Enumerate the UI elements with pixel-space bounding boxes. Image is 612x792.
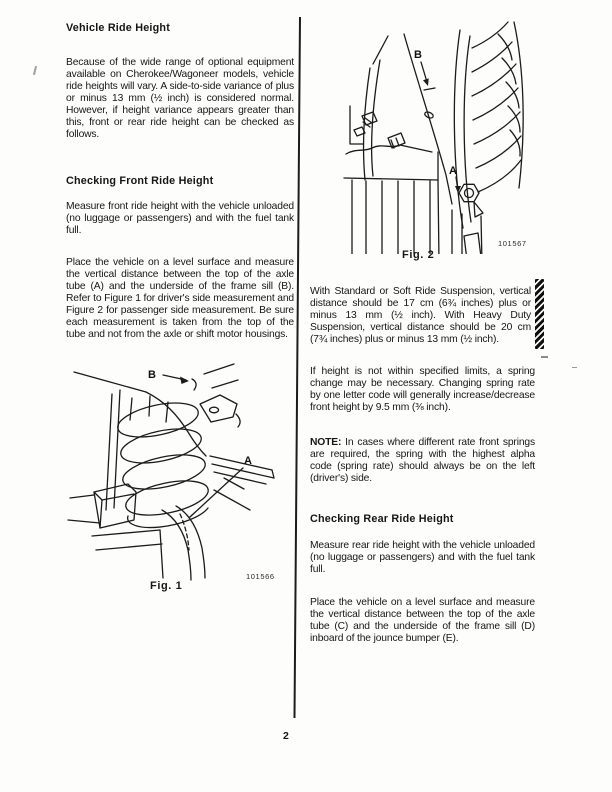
scan-artifact bbox=[33, 66, 37, 75]
paragraph-front-measure: Measure front ride height with the vehicle unloaded (no luggage or passengers) and with the fuel tank full. bbox=[66, 201, 294, 236]
figure-1-ref-number: 101566 bbox=[246, 572, 275, 581]
paragraph-spring-change: If height is not within specified limits, a spring change may be necessary. Changing spring rate by one letter code will generally increase/decrease front height by 9.5 mm (⅜ inch). bbox=[310, 366, 535, 413]
figure-1-label-b: B bbox=[148, 369, 156, 381]
figure-2-drawing bbox=[340, 12, 572, 254]
figure-2 bbox=[340, 12, 572, 264]
figure-2-label-a: A bbox=[449, 165, 457, 177]
figure-2-ref-number: 101567 bbox=[498, 239, 527, 248]
section-heading-vehicle-ride-height: Vehicle Ride Height bbox=[66, 22, 170, 34]
figure-1-caption: Fig. 1 bbox=[150, 580, 183, 592]
column-divider bbox=[293, 17, 300, 718]
paragraph-front-procedure: Place the vehicle on a level surface and measure the vertical distance between the top of the axle tube (A) and the underside of the frame sill (B). Refer to Figure 1 for driver's side measurement and Figure 2 for passenger side measurement. Be sure each measurement is taken from the top of the tube and not from the axle or shift motor housings. bbox=[66, 257, 294, 340]
note-label: NOTE: bbox=[310, 437, 342, 448]
figure-2-caption: Fig. 2 bbox=[402, 249, 435, 261]
figure-1-drawing bbox=[62, 358, 294, 582]
figure-2-label-b: B bbox=[414, 49, 422, 61]
paragraph-rear-procedure: Place the vehicle on a level surface and measure the vertical distance between the top of the axle tube (C) and the underside of the frame sill (D) inboard of the jounce bumper (E). bbox=[310, 597, 535, 644]
figure-1-label-a: A bbox=[244, 455, 252, 467]
section-heading-checking-rear-ride-height: Checking Rear Ride Height bbox=[310, 513, 454, 525]
scan-artifact bbox=[572, 367, 577, 368]
revision-change-bar bbox=[535, 279, 544, 349]
figure-1 bbox=[62, 358, 294, 590]
page-number: 2 bbox=[283, 730, 289, 742]
note-text: In cases where different rate front springs are required, the spring with the highest alpha code (spring rate) should always be on the left (driver's) side. bbox=[310, 437, 535, 484]
paragraph-note bbox=[310, 437, 535, 485]
paragraph-intro: Because of the wide range of optional equipment available on Cherokee/Wagoneer models, vehicle ride heights will vary. A side-to-side variance of plus or minus 13 mm (½ inch) is considered normal. However, if height variance appears greater than this, front or rear ride height can be checked as follows. bbox=[66, 57, 294, 140]
scan-artifact bbox=[541, 356, 548, 358]
paragraph-rear-measure: Measure rear ride height with the vehicle unloaded (no luggage or passengers) and with the fuel tank full. bbox=[310, 540, 535, 575]
paragraph-suspension-specs: With Standard or Soft Ride Suspension, vertical distance should be 17 cm (6¾ inches) plus or minus 13 mm (½ inch). With Heavy Duty Suspension, vertical distance should be 20 cm (7¾ inches) plus or minus 13 mm (½ inch). bbox=[310, 286, 531, 345]
section-heading-checking-front-ride-height: Checking Front Ride Height bbox=[66, 175, 214, 187]
